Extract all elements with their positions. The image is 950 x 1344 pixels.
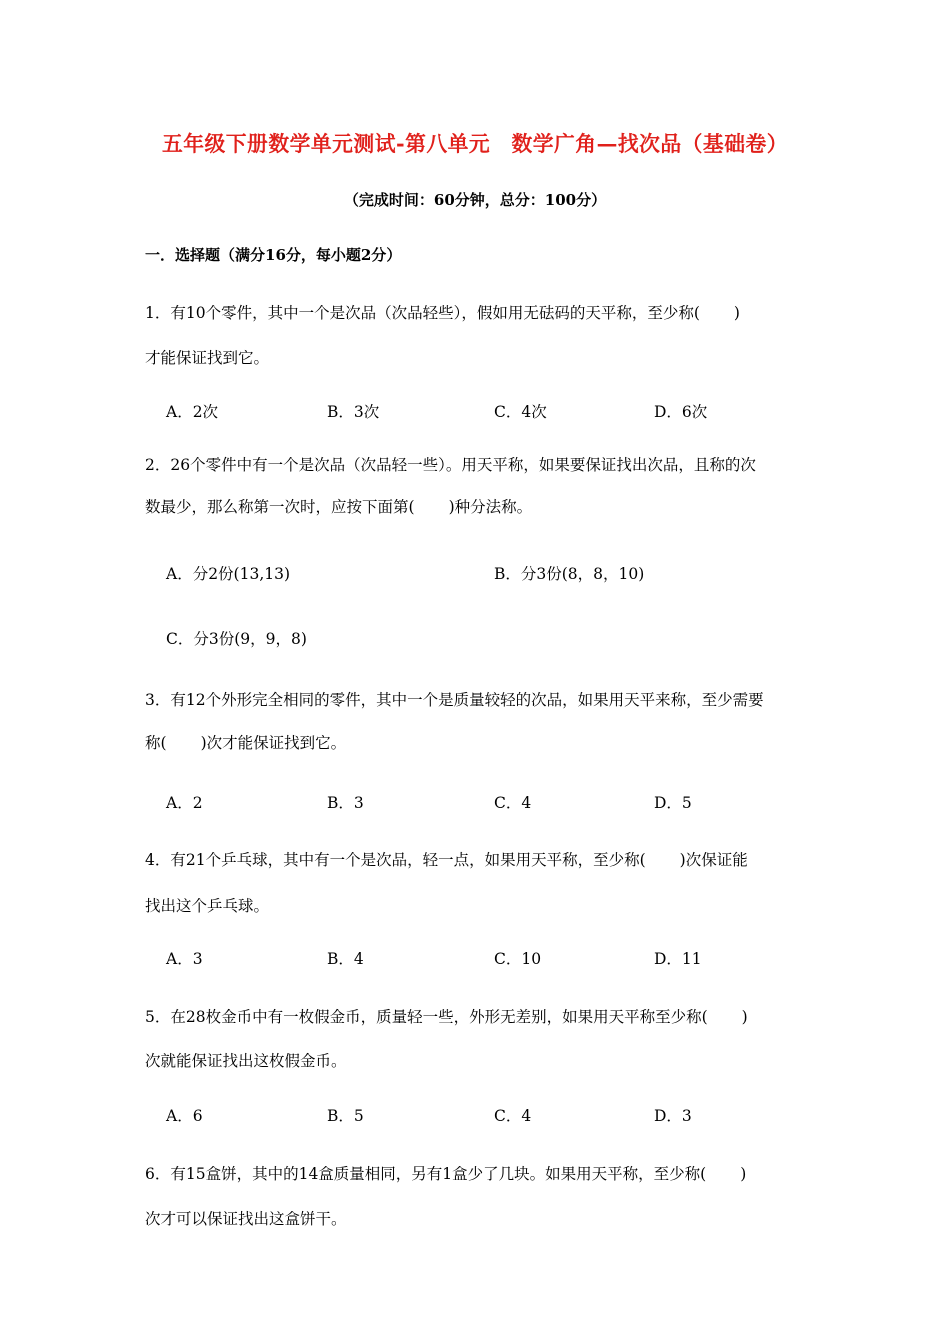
question-3-line-1: 3．有12个外形完全相同的零件，其中一个是质量较轻的次品，如果用天平来称，至少需要 — [145, 691, 764, 709]
section-heading: 一．选择题（满分16分，每小题2分） — [145, 246, 402, 264]
document-subtitle: （完成时间：60分钟，总分：100分） — [343, 191, 607, 209]
question-1-text-end: ) — [733, 304, 740, 322]
question-6-text: 6．有15盒饼，其中的14盒质量相同，另有1盒少了几块。如果用天平称，至少称( — [145, 1165, 707, 1183]
question-1-option-d: D．6次 — [654, 403, 708, 421]
question-5-option-c: C．4 — [494, 1107, 532, 1125]
question-2-text: 数最少，那么称第一次时，应按下面第( — [145, 498, 415, 516]
question-4-option-b: B．4 — [327, 950, 364, 968]
question-1-line-2: 才能保证找到它。 — [145, 349, 270, 367]
question-6-line-1 — [145, 1162, 746, 1184]
question-5-text-end: ) — [741, 1008, 748, 1026]
question-4-option-c: C．10 — [494, 950, 542, 968]
question-1-option-b: B．3次 — [327, 403, 380, 421]
question-5-line-1 — [145, 1005, 748, 1027]
question-6-line-2: 次才可以保证找出这盒饼干。 — [145, 1210, 347, 1228]
question-1-option-c: C．4次 — [494, 403, 547, 421]
question-2-option-a: A．分2份(13,13) — [166, 565, 291, 583]
question-1-text: 1．有10个零件，其中一个是次品（次品轻些），假如用无砝码的天平称，至少称( — [145, 304, 700, 322]
question-4-text-end: )次保证能 — [679, 851, 748, 869]
question-2-option-b: B．分3份(8，8，10) — [494, 565, 645, 583]
question-3-option-a: A．2 — [166, 794, 203, 812]
question-3-option-b: B．3 — [327, 794, 364, 812]
question-3-option-d: D．5 — [654, 794, 692, 812]
question-6-text-end: ) — [740, 1165, 747, 1183]
question-4-line-2: 找出这个乒乓球。 — [145, 897, 270, 915]
question-5-option-b: B．5 — [327, 1107, 364, 1125]
question-4-text: 4．有21个乒乓球，其中有一个是次品，轻一点，如果用天平称，至少称( — [145, 851, 646, 869]
question-2-text-end: )种分法称。 — [448, 498, 533, 516]
question-1-line-1 — [145, 301, 740, 323]
question-2-option-c: C．分3份(9，9，8) — [166, 630, 307, 648]
question-4-option-a: A．3 — [166, 950, 203, 968]
question-5-line-2: 次就能保证找出这枚假金币。 — [145, 1052, 347, 1070]
question-3-text: 称( — [145, 734, 167, 752]
question-2-line-2 — [145, 495, 532, 517]
question-5-option-d: D．3 — [654, 1107, 692, 1125]
question-5-text: 5．在28枚金币中有一枚假金币，质量轻一些，外形无差别，如果用天平称至少称( — [145, 1008, 708, 1026]
question-5-option-a: A．6 — [166, 1107, 203, 1125]
question-4-option-d: D．11 — [654, 950, 702, 968]
question-3-option-c: C．4 — [494, 794, 532, 812]
question-4-line-1 — [145, 848, 748, 870]
question-3-text-end: )次才能保证找到它。 — [200, 734, 347, 752]
document-title: 五年级下册数学单元测试-第八单元 数学广角—找次品（基础卷） — [161, 131, 789, 156]
question-3-line-2 — [145, 731, 346, 753]
question-1-option-a: A．2次 — [166, 403, 219, 421]
question-2-line-1: 2．26个零件中有一个是次品（次品轻一些）。用天平称，如果要保证找出次品，且称的次 — [145, 456, 756, 474]
